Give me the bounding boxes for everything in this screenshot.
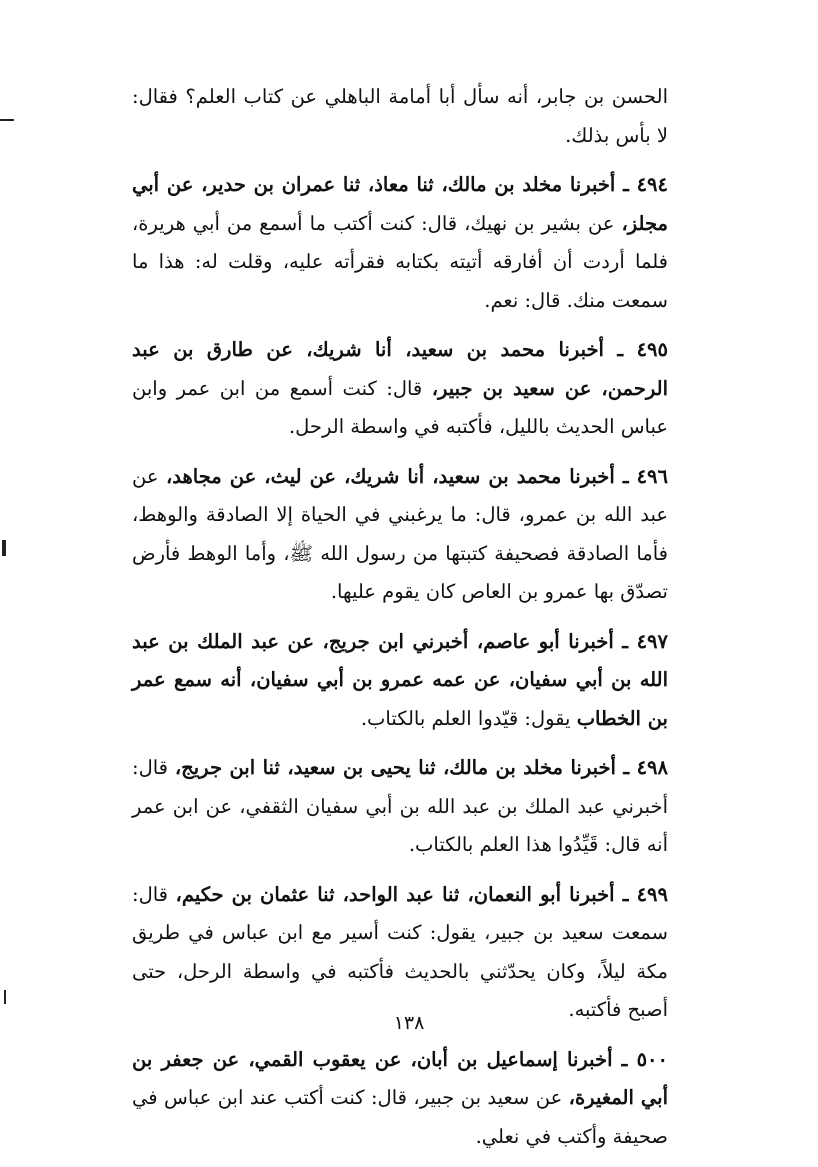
- paragraph: [132, 458, 668, 612]
- paragraph: [132, 1041, 668, 1157]
- page-body: [132, 78, 668, 1167]
- page-number: ١٣٨: [393, 1012, 425, 1034]
- paragraph-lead: ٤٩٧ ـ أخبرنا أبو عاصم، أخبرني ابن جريج، عن عبد الملك بن عبد الله بن أبي سفيان، عن عمه عمرو بن أبي سفيان، أنه سمع عمر بن الخطاب: [132, 629, 668, 730]
- paragraph: [132, 331, 668, 447]
- paragraph-lead: ٤٩٦ ـ أخبرنا محمد بن سعيد، أنا شريك، عن ليث، عن مجاهد،: [165, 464, 668, 488]
- paragraph-text: قال: أخبرني عبد الملك بن عبد الله بن أبي سفيان الثقفي، عن ابن عمر أنه قال: قَيِّدُوا هذا العلم بالكتاب.: [132, 756, 668, 856]
- paragraph-lead: ٤٩٤ ـ أخبرنا مخلد بن مالك، ثنا معاذ، ثنا عمران بن حدير، عن أبي مجلز،: [132, 173, 668, 235]
- paragraph: [132, 623, 668, 739]
- paragraph: [132, 78, 668, 155]
- paragraph-text: عن سعيد بن جبير، قال: كنت أكتب عند ابن عباس في صحيفة وأكتب في نعلي.: [132, 1086, 668, 1148]
- paragraph-text: قال: كنت أسمع من ابن عمر وابن عباس الحديث بالليل، فأكتبه في واسطة الرحل.: [132, 376, 668, 438]
- paragraph-text: عن عبد الله بن عمرو، قال: ما يرغبني في الحياة إلا الصادقة والوهط، فأما الصادقة فصحيفة كتبتها من رسول الله ﷺ، وأما الوهط فأرض تصدّق بها عمرو بن العاص كان يقوم عليها.: [132, 464, 668, 603]
- paragraph-lead: ٤٩٩ ـ أخبرنا أبو النعمان، ثنا عبد الواحد، ثنا عثمان بن حكيم،: [175, 882, 668, 906]
- paragraph-lead: ٤٩٨ ـ أخبرنا مخلد بن مالك، ثنا يحيى بن سعيد، ثنا ابن جريج،: [174, 756, 668, 779]
- paragraph: [132, 166, 668, 320]
- paragraph: [132, 876, 668, 1030]
- paragraph-text: يقول: قيّدوا العلم بالكتاب.: [360, 706, 577, 730]
- paragraph-text: عن بشير بن نهيك، قال: كنت أكتب ما أسمع من أبي هريرة، فلما أردت أن أفارقه أتيته بكتابه فقرأته عليه، وقلت له: هذا ما سمعت منك. قال: نعم.: [132, 211, 668, 312]
- paragraph-lead: ٥٠٠ ـ أخبرنا إسماعيل بن أبان، عن يعقوب القمي، عن جعفر بن أبي المغيرة،: [132, 1047, 668, 1109]
- paragraph-text: الحسن بن جابر، أنه سأل أبا أمامة الباهلي عن كتاب العلم؟ فقال: لا بأس بذلك.: [132, 85, 668, 147]
- paragraph-lead: ٤٩٥ ـ أخبرنا محمد بن سعيد، أنا شريك، عن طارق بن عبد الرحمن، عن سعيد بن جبير،: [132, 338, 669, 400]
- scan-edge-mark: [0, 119, 14, 121]
- scan-edge-mark: [4, 990, 6, 1004]
- paragraph-text: قال: سمعت سعيد بن جبير، يقول: كنت أسير مع ابن عباس في طريق مكة ليلاً، وكان يحدّثني بالحديث فأكتبه في واسطة الرحل، حتى أصبح فأكتبه.: [132, 882, 668, 1021]
- scan-edge-mark: [2, 540, 6, 556]
- paragraph: [132, 749, 668, 865]
